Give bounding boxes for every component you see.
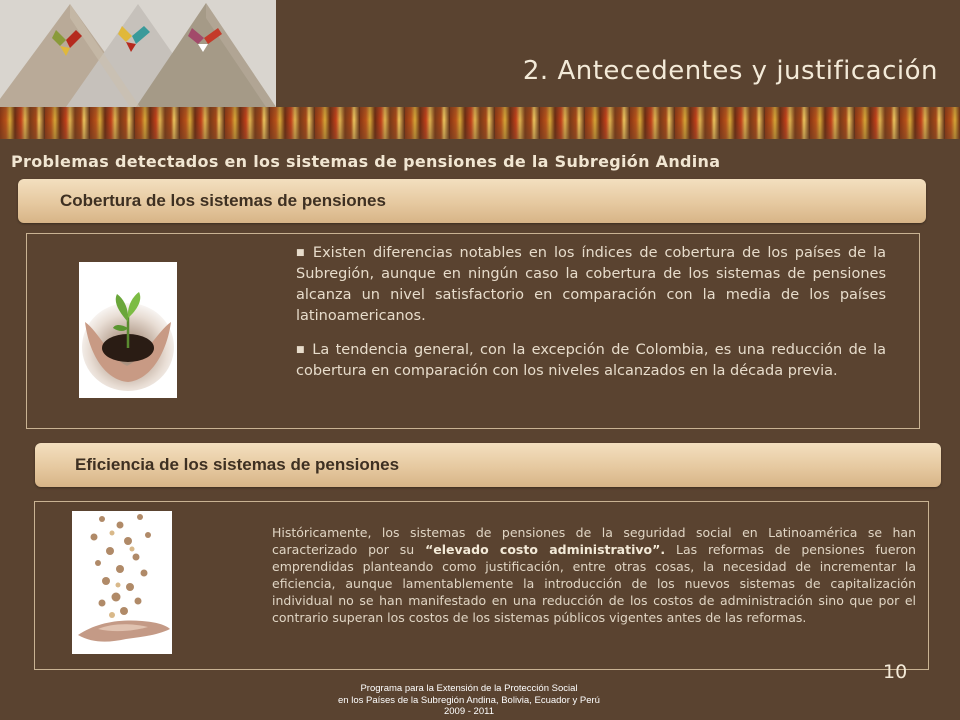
square-bullet-icon: ■: [296, 345, 307, 355]
footer-line-years: 2009 - 2011: [443, 706, 494, 717]
coins-illustration: [72, 511, 172, 654]
section-heading-efficiency: Eficiencia de los sistemas de pensiones: [75, 455, 400, 474]
section-heading-coverage: Cobertura de los sistemas de pensiones: [60, 191, 386, 210]
bullet-text: La tendencia general, con la excepción de Colombia, es una reducción de la cobertura en comparación con los niveles alcanzados en la década previa.: [296, 342, 886, 379]
footer: [0, 683, 938, 718]
efficiency-paragraph: [272, 525, 916, 626]
bullet-item: [296, 340, 886, 382]
paragraph-text-end: Las reformas de pensiones fueron emprendidas planteando como justificación, entre otras cosas, la necesidad de incrementar la eficiencia, aunque lamentablemente la introducción de los nuevos sistemas de capitalización individual no se han manifestado en una reducción de los costos de administración sino que por el contrario superan los costos de los sistemas públicos vigentes antes de las reformas.: [272, 541, 916, 625]
footer-line-program: Programa para la Extensión de la Protección Social: [360, 683, 578, 694]
seedling-in-hands-image: [79, 262, 177, 398]
page-title: 2. Antecedentes y justificación: [522, 56, 938, 86]
footer-line-countries: en los Países de la Subregión Andina, Bolivia, Ecuador y Perú: [338, 694, 600, 706]
mountains-logo-graphic: [0, 0, 276, 107]
bullet-item: [296, 243, 886, 327]
paragraph-text-start: Históricamente, los sistemas de pensiones de la seguridad social en Latinoamérica se han caracterizado por su: [272, 525, 916, 557]
square-bullet-icon: ■: [296, 248, 307, 258]
falling-coins-image: [72, 511, 172, 654]
page-number: 10: [883, 661, 908, 683]
strip-shading: [0, 107, 960, 139]
seedling-illustration: [79, 262, 177, 398]
paragraph-emphasis: “elevado costo administrativo”.: [425, 541, 666, 557]
section-header-efficiency: [35, 443, 941, 487]
section-header-coverage: [18, 179, 926, 223]
program-logo: [0, 0, 276, 107]
bullet-text: Existen diferencias notables en los índices de cobertura de los países de la Subregión, aunque en ningún caso la cobertura de los sistemas de pensiones alcanza un nivel satisfactorio en comparación con la media de los países latinoamericanos.: [296, 245, 886, 324]
coverage-bullet-list: [296, 243, 886, 395]
page-subtitle: Problemas detectados en los sistemas de pensiones de la Subregión Andina: [11, 152, 721, 171]
